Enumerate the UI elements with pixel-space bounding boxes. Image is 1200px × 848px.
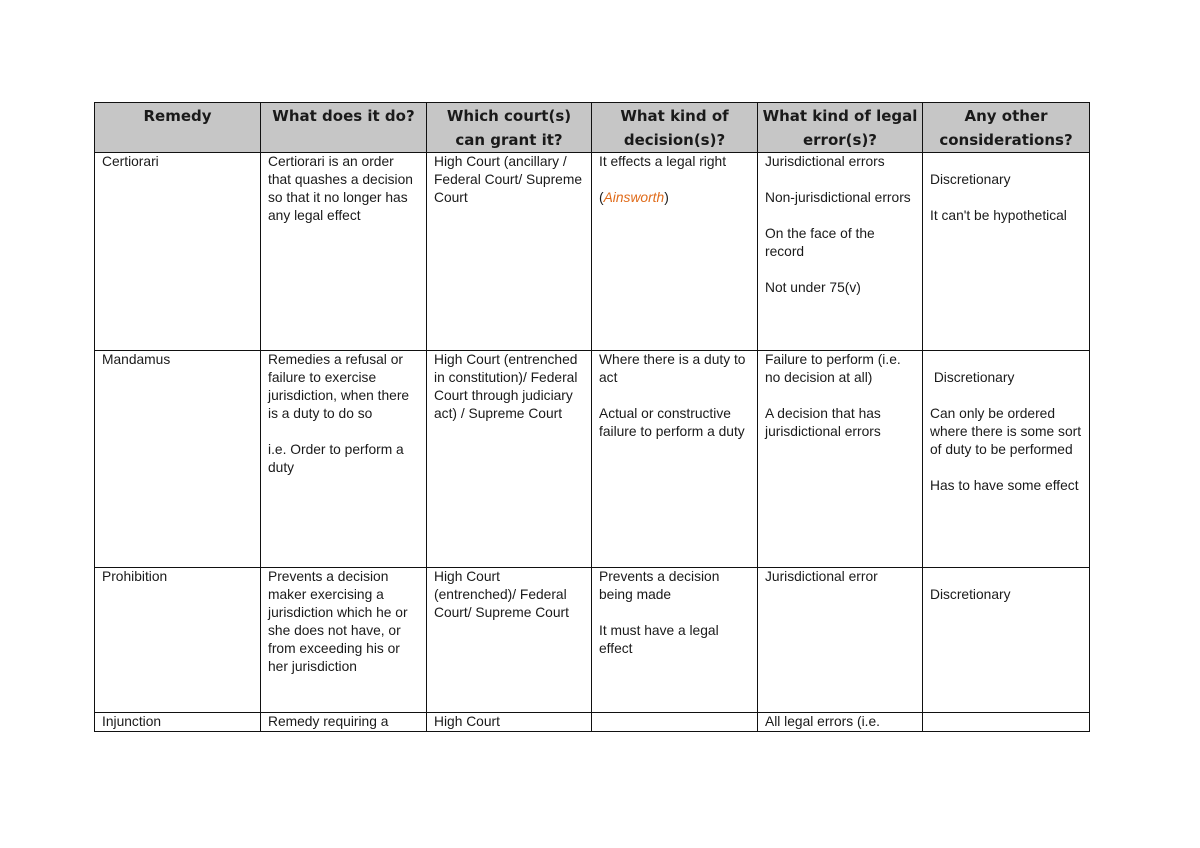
- cell-error: All legal errors (i.e.: [758, 713, 923, 732]
- header-other-considerations: Any other considerations?: [923, 103, 1090, 153]
- header-kind-of-decision: What kind of decision(s)?: [592, 103, 758, 153]
- cell-decision: Where there is a duty to act Actual or constructive failure to perform a duty: [592, 351, 758, 568]
- header-which-court: Which court(s) can grant it?: [427, 103, 592, 153]
- header-row: [95, 103, 1090, 153]
- remedies-table: [94, 102, 1090, 732]
- table-row-certiorari: [95, 153, 1090, 351]
- citation-line: (Ainsworth): [599, 190, 669, 205]
- cell-court: High Court (ancillary / Federal Court/ Supreme Court: [427, 153, 592, 351]
- cell-other: Discretionary It can't be hypothetical: [923, 153, 1090, 351]
- cell-decision: Prevents a decision being made It must have a legal effect: [592, 568, 758, 713]
- cell-remedy: Certiorari: [95, 153, 261, 351]
- table-row-mandamus: [95, 351, 1090, 568]
- cell-court: High Court: [427, 713, 592, 732]
- cell-court: High Court (entrenched in constitution)/ Federal Court through judiciary act) / Supreme Court: [427, 351, 592, 568]
- citation-ainsworth: Ainsworth: [603, 190, 665, 205]
- table-row-prohibition: [95, 568, 1090, 713]
- cell-remedy: Prohibition: [95, 568, 261, 713]
- cell-what: Certiorari is an order that quashes a decision so that it no longer has any legal effect: [261, 153, 427, 351]
- header-what-does-it-do: What does it do?: [261, 103, 427, 153]
- header-kind-of-error: What kind of legal error(s)?: [758, 103, 923, 153]
- cell-court: High Court (entrenched)/ Federal Court/ Supreme Court: [427, 568, 592, 713]
- cell-decision: [592, 713, 758, 732]
- cell-what: Remedies a refusal or failure to exercise jurisdiction, when there is a duty to do so i.e. Order to perform a duty: [261, 351, 427, 568]
- cell-remedy: Mandamus: [95, 351, 261, 568]
- header-remedy: Remedy: [95, 103, 261, 153]
- cell-what: Prevents a decision maker exercising a jurisdiction which he or she does not have, or from exceeding his or her jurisdiction: [261, 568, 427, 713]
- cell-what: Remedy requiring a: [261, 713, 427, 732]
- table-row-injunction: [95, 713, 1090, 732]
- cell-error: Jurisdictional errors Non-jurisdictional errors On the face of the record Not under 75(v): [758, 153, 923, 351]
- cell-error: Jurisdictional error: [758, 568, 923, 713]
- cell-remedy: Injunction: [95, 713, 261, 732]
- cell-other: Discretionary: [923, 568, 1090, 713]
- cell-other: [923, 713, 1090, 732]
- cell-decision: It effects a legal right (Ainsworth): [592, 153, 758, 351]
- cell-error: Failure to perform (i.e. no decision at all) A decision that has jurisdictional errors: [758, 351, 923, 568]
- cell-other: Discretionary Can only be ordered where there is some sort of duty to be performed Has to have some effect: [923, 351, 1090, 568]
